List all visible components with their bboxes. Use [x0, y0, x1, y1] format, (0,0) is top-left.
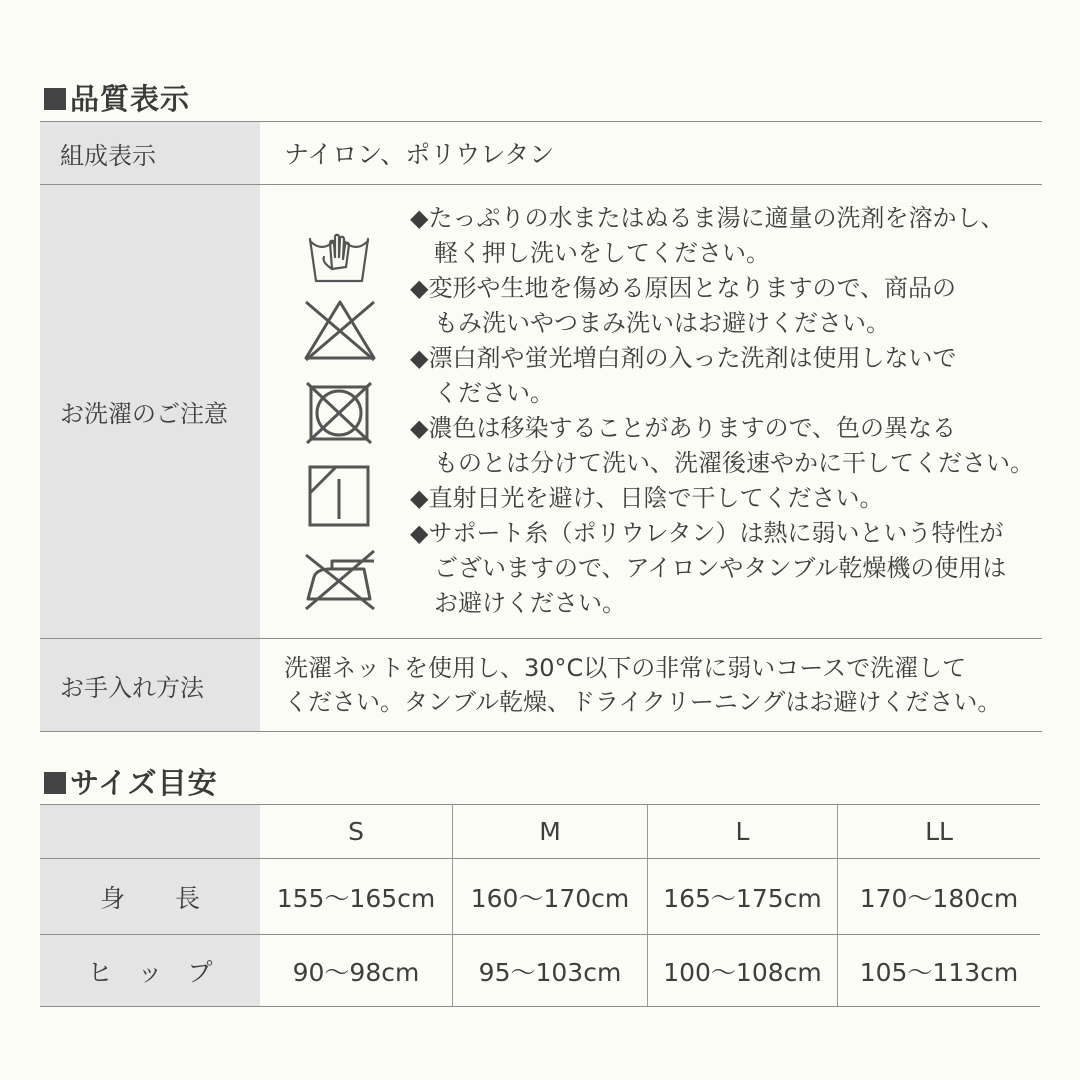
care-row — [40, 639, 1042, 732]
hip-ll: 105〜113cm — [859, 957, 1019, 987]
note-line: 軽く押し洗いをしてください。 — [434, 239, 770, 267]
composition-label: 組成表示 — [40, 122, 260, 184]
note-line: ◆濃色は移染することがありますので、色の異なる — [410, 414, 956, 442]
note-line: もみ洗いやつまみ洗いはお避けください。 — [434, 309, 890, 337]
line-dry-shade-icon — [306, 463, 372, 529]
no-iron-icon — [302, 547, 378, 613]
washing-label: お洗濯のご注意 — [40, 185, 260, 638]
note-line: ものとは分けて洗い、洗濯後速やかに干してください。 — [434, 449, 1034, 477]
hip-label: ヒ ッ プ — [40, 935, 260, 1006]
height-m: 160〜170cm — [453, 859, 648, 934]
hip-s: 90〜98cm — [260, 935, 453, 1006]
note-line: ございますので、アイロンやタンブル乾燥機の使用は — [434, 554, 1007, 582]
size-corner-cell — [40, 805, 260, 858]
no-bleach-icon — [302, 298, 378, 364]
care-line: ください。タンブル乾燥、ドライクリーニングはお避けください。 — [284, 688, 1002, 716]
square-bullet-icon — [44, 88, 66, 110]
quality-table — [40, 121, 1042, 732]
care-label: お手入れ方法 — [40, 639, 260, 731]
note-line: ◆サポート糸（ポリウレタン）は熱に弱いという特性が — [410, 519, 1004, 547]
table-row — [40, 859, 1040, 935]
size-column-s: S — [260, 805, 453, 858]
care-symbols — [260, 185, 402, 638]
no-tumble-dry-icon — [304, 381, 374, 445]
size-column-ll: LL — [925, 817, 953, 846]
size-column-m: M — [453, 805, 648, 858]
height-l: 165〜175cm — [648, 859, 838, 934]
note-line: ◆変形や生地を傷める原因となりますので、商品の — [410, 274, 956, 302]
size-header-row — [40, 805, 1040, 859]
height-s: 155〜165cm — [260, 859, 453, 934]
height-label: 身 長 — [40, 859, 260, 934]
size-table — [40, 804, 1040, 1007]
table-row — [40, 935, 1040, 1007]
size-column-l: L — [648, 805, 838, 858]
care-line: 洗濯ネットを使用し、30°C以下の非常に弱いコースで洗濯して — [284, 654, 967, 682]
washing-notes — [402, 185, 1034, 638]
hip-m: 95〜103cm — [453, 935, 648, 1006]
note-line: お避けください。 — [434, 589, 626, 617]
note-line: ください。 — [434, 379, 554, 407]
note-line: ◆漂白剤や蛍光増白剤の入った洗剤は使用しないで — [410, 344, 957, 372]
composition-row — [40, 122, 1042, 185]
note-line: ◆たっぷりの水またはぬるま湯に適量の洗剤を溶かし、 — [410, 204, 1005, 232]
care-value — [260, 639, 1042, 731]
size-heading: サイズ目安 — [44, 761, 218, 802]
height-ll: 170〜180cm — [859, 883, 1019, 913]
square-bullet-icon — [44, 772, 66, 794]
washing-row — [40, 185, 1042, 639]
hand-wash-40-icon — [304, 229, 374, 289]
note-line: ◆直射日光を避け、日陰で干してください。 — [410, 484, 884, 512]
hip-l: 100〜108cm — [648, 935, 838, 1006]
quality-heading: 品質表示 — [44, 77, 190, 118]
composition-value: ナイロン、ポリウレタン — [284, 140, 555, 169]
